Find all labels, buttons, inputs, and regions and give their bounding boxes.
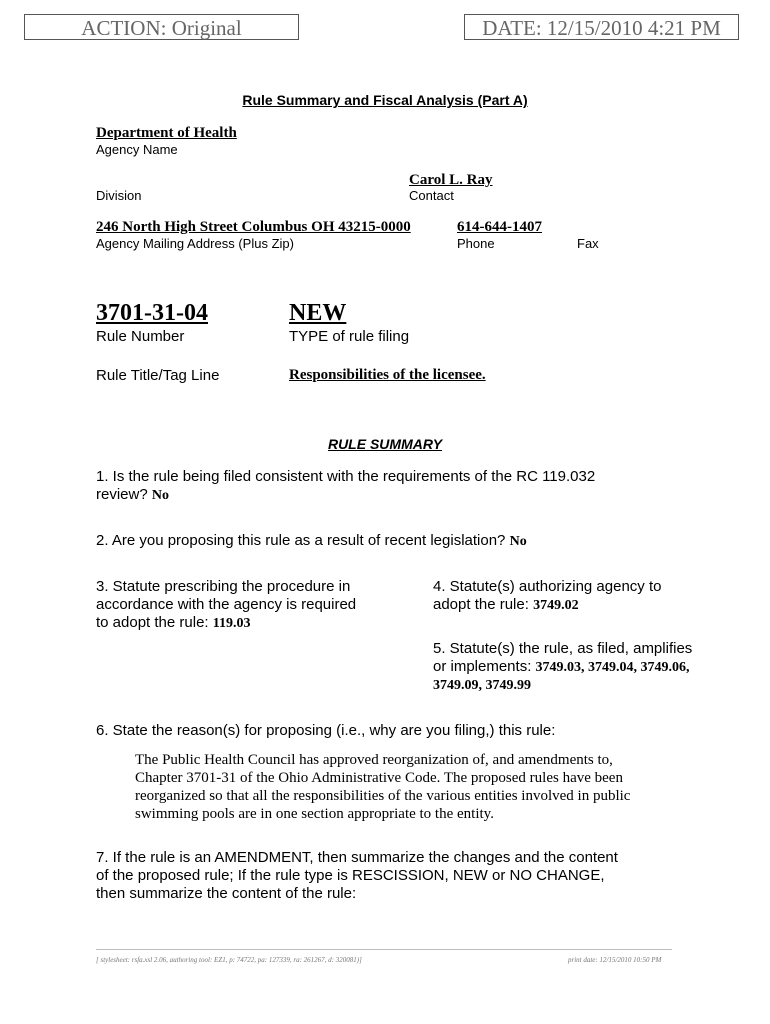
answer-4: 3749.02 <box>533 598 579 613</box>
answer-5: 3749.03, 3749.04, 3749.06, <box>535 660 690 675</box>
footer-print-date: print date: 12/15/2010 10:50 PM <box>568 956 662 964</box>
rule-title-label: Rule Title/Tag Line <box>96 367 220 384</box>
footer-stylesheet-info: [ stylesheet: rsfa.xsl 2.06, authoring tool: EZ1, p: 74722, pa: 127339, ra: 261267, d: 320081)] <box>96 956 362 964</box>
question-6: 6. State the reason(s) for proposing (i.e., why are you filing,) this rule: <box>96 722 556 739</box>
agency-name-label: Agency Name <box>96 142 178 157</box>
rule-number: 3701-31-04 <box>96 300 208 326</box>
question-5: 5. Statute(s) the rule, as filed, amplifies or implements: 3749.03, 3749.04, 3749.06, 3749.09, 3749.99 <box>433 640 693 693</box>
agency-phone: 614-644-1407 <box>457 219 542 235</box>
rule-title: Responsibilities of the licensee. <box>289 367 486 383</box>
action-box <box>24 14 299 40</box>
rule-type: NEW <box>289 300 347 326</box>
question-7: 7. If the rule is an AMENDMENT, then summarize the changes and the content of the proposed rule; If the rule type is RESCISSION, NEW or NO CHANGE, then summarize the content of the rule: <box>96 849 618 902</box>
fax-label: Fax <box>577 236 599 251</box>
rule-type-label: TYPE of rule filing <box>289 328 410 345</box>
question-3: 3. Statute prescribing the procedure in accordance with the agency is required to adopt the rule: 119.03 <box>96 578 357 631</box>
answer-1: No <box>151 488 169 503</box>
answer-6: The Public Health Council has approved reorganization of, and amendments to, Chapter 3701-31 of the Ohio Administrative Code. The proposed rules have been reorganized so that all the responsibilities of the various entities involved in public swimming pools are in one section appropriate to the entity. <box>135 752 631 822</box>
date-box <box>464 14 739 40</box>
question-2: 2. Are you proposing this rule as a result of recent legislation? No <box>96 532 527 549</box>
page-title: Rule Summary and Fiscal Analysis (Part A) <box>242 92 528 108</box>
answer-3: 119.03 <box>212 616 251 631</box>
contact-label: Contact <box>409 188 454 203</box>
agency-name: Department of Health <box>96 125 237 141</box>
action-text: ACTION: Original <box>81 16 242 40</box>
phone-label: Phone <box>457 236 495 251</box>
footer-divider <box>96 949 672 950</box>
address-label: Agency Mailing Address (Plus Zip) <box>96 236 294 251</box>
agency-address: 246 North High Street Columbus OH 43215-0000 <box>96 219 411 235</box>
contact-name: Carol L. Ray <box>409 172 493 188</box>
rule-number-label: Rule Number <box>96 328 185 345</box>
answer-2: No <box>509 534 527 549</box>
date-text: DATE: 12/15/2010 4:21 PM <box>482 16 721 40</box>
question-1: 1. Is the rule being filed consistent with the requirements of the RC 119.032 review? No <box>96 468 596 503</box>
question-4: 4. Statute(s) authorizing agency to adopt the rule: 3749.02 <box>433 578 662 613</box>
division-label: Division <box>96 188 142 203</box>
rule-summary-heading: RULE SUMMARY <box>327 436 443 452</box>
